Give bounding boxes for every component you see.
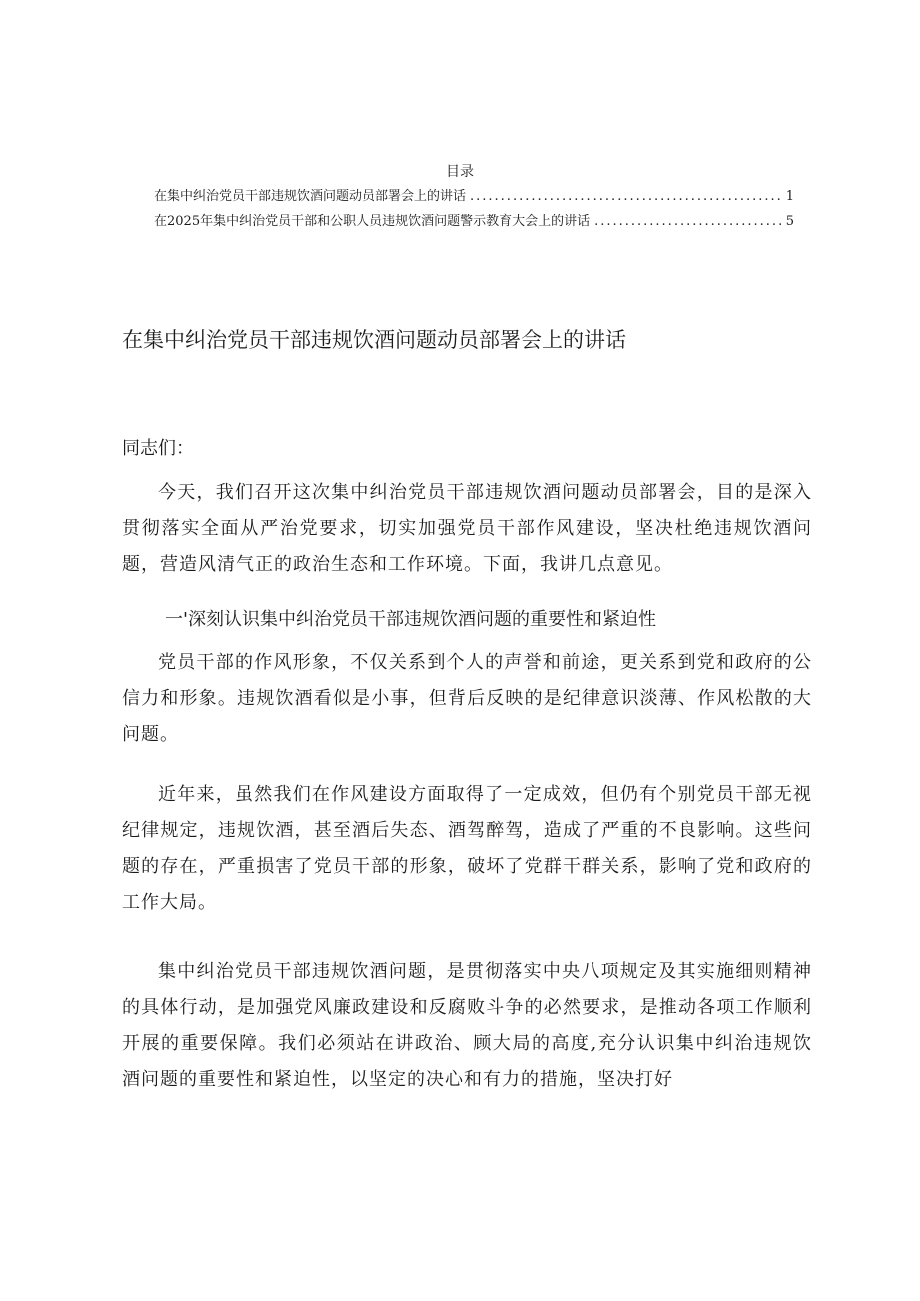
toc-entry[interactable]	[154, 213, 794, 231]
toc-entry-page: 5	[785, 214, 794, 229]
toc-leader-dots	[470, 188, 782, 206]
toc-entry-text: 在集中纠治党员干部违规饮酒问题动员部署会上的讲话	[154, 189, 467, 204]
body-paragraph: 近年来，虽然我们在作风建设方面取得了一定成效，但仍有个别党员干部无视纪律规定，违规饮酒，甚至酒后失态、酒驾醉驾，造成了严重的不良影响。这些问题的存在，严重损害了党员干部的形象，破坏了党群干群关系，影响了党和政府的工作大局。	[122, 784, 812, 913]
toc-entry-text: 在2025年集中纠治党员干部和公职人员违规饮酒问题警示教育大会上的讲话	[154, 214, 591, 229]
section-heading: 一'深刻认识集中纠治党员干部违规饮酒问题的重要性和紧迫性	[165, 609, 656, 630]
toc-leader-dots	[594, 213, 782, 231]
document-title: 在集中纠治党员干部违规饮酒问题动员部署会上的讲话	[122, 328, 626, 352]
body-paragraph: 党员干部的作风形象，不仅关系到个人的声誉和前途，更关系到党和政府的公信力和形象。违规饮酒看似是小事，但背后反映的是纪律意识淡薄、作风松散的大问题。	[122, 652, 812, 745]
toc-entry[interactable]	[154, 188, 794, 206]
body-paragraph: 集中纠治党员干部违规饮酒问题，是贯彻落实中央八项规定及其实施细则精神的具体行动，是加强党风廉政建设和反腐败斗争的必然要求，是推动各项工作顺利开展的重要保障。我们必须站在讲政治、顾大局的高度,充分认识集中纠治违规饮酒问题的重要性和紧迫性，以坚定的决心和有力的措施，坚决打好	[122, 961, 812, 1090]
toc-title: 目录	[446, 164, 474, 180]
intro-paragraph: 今天，我们召开这次集中纠治党员干部违规饮酒问题动员部署会，目的是深入贯彻落实全面从严治党要求，切实加强党员干部作风建设，坚决杜绝违规饮酒问题，营造风清气正的政治生态和工作环境。下面，我讲几点意见。	[122, 482, 812, 575]
toc-entry-page: 1	[785, 189, 794, 204]
salutation: 同志们：	[122, 438, 194, 459]
